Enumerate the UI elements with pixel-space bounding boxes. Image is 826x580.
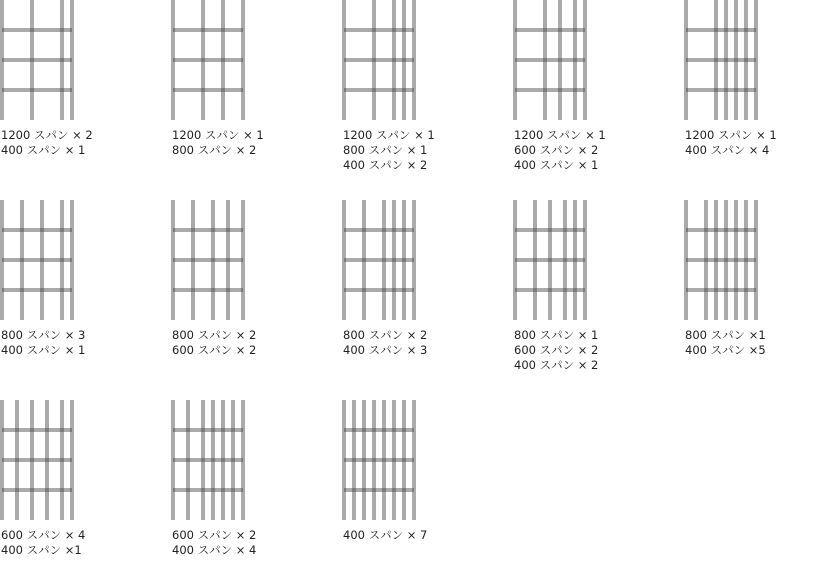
span-labels [343,328,427,358]
span-labels [514,328,598,373]
span-labels [343,528,427,543]
span-label: 400 スパン × 7 [343,528,428,542]
span-label: 400 スパン × 3 [343,343,428,357]
span-label: 1200 スパン × 1 [685,128,777,142]
shelf-diagram [684,0,826,122]
span-label: 800 スパン ×1 [685,328,766,342]
shelf-diagram [0,200,144,322]
configuration-8 [342,200,492,380]
span-label: 800 スパン × 1 [514,328,599,342]
span-label: 800 スパン × 2 [172,143,257,157]
span-label: 600 スパン × 2 [514,143,599,157]
shelf-diagram [684,200,826,322]
shelf-diagram [342,0,486,122]
configuration-2 [171,0,321,180]
span-label: 400 スパン ×5 [685,343,766,357]
span-labels [1,528,85,558]
shelf-diagram [171,400,315,522]
span-labels [685,128,777,158]
span-label: 400 スパン × 4 [172,543,257,557]
span-label: 400 スパン ×1 [1,543,82,557]
configuration-13 [342,400,492,580]
span-label: 400 スパン × 2 [343,158,428,172]
span-labels [343,128,435,173]
configuration-7 [171,200,321,380]
span-label: 800 スパン × 1 [343,143,428,157]
span-labels [172,528,256,558]
span-label: 800 スパン × 3 [1,328,86,342]
span-label: 600 スパン × 2 [514,343,599,357]
configuration-6 [0,200,150,380]
span-label: 400 スパン × 1 [514,158,599,172]
span-label: 800 スパン × 2 [172,328,257,342]
configuration-5 [684,0,826,180]
shelf-diagram [171,200,315,322]
span-label: 400 スパン × 1 [1,143,86,157]
configuration-10 [684,200,826,380]
shelf-diagram [513,0,657,122]
configuration-1 [0,0,150,180]
span-label: 1200 スパン × 1 [172,128,264,142]
span-label: 600 スパン × 2 [172,528,257,542]
span-label: 800 スパン × 2 [343,328,428,342]
span-label: 400 スパン × 1 [1,343,86,357]
span-label: 600 スパン × 4 [1,528,86,542]
configuration-11 [0,400,150,580]
span-labels [685,328,766,358]
shelf-diagram [171,0,315,122]
span-label: 1200 スパン × 1 [343,128,435,142]
span-label: 1200 スパン × 2 [1,128,93,142]
span-labels [172,128,264,158]
shelf-diagram [342,400,486,522]
span-labels [172,328,256,358]
span-label: 600 スパン × 2 [172,343,257,357]
configuration-9 [513,200,663,380]
span-label: 400 スパン × 2 [514,358,599,372]
shelf-diagram [0,400,144,522]
configuration-4 [513,0,663,180]
span-labels [514,128,606,173]
shelf-diagram [0,0,144,122]
span-label: 400 スパン × 4 [685,143,770,157]
configuration-3 [342,0,492,180]
shelf-diagram [513,200,657,322]
span-labels [1,328,85,358]
shelf-diagram [342,200,486,322]
span-label: 1200 スパン × 1 [514,128,606,142]
configuration-12 [171,400,321,580]
span-labels [1,128,93,158]
